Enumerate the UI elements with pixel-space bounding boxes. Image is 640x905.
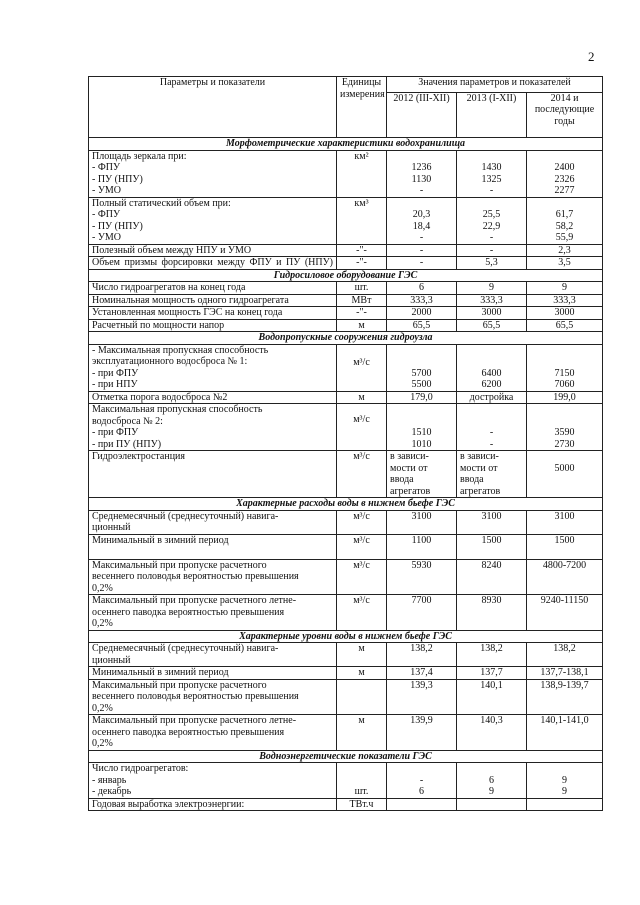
row-value-2013: 1430 1325 - <box>457 150 527 197</box>
row-value-2014: 138,9-139,7 <box>527 679 603 715</box>
row-value-2012: 6 <box>387 282 457 295</box>
header-params: Параметры и показатели <box>89 77 337 138</box>
row-label: Гидроэлектростанция <box>89 451 337 498</box>
section-title-equipment: Гидросиловое оборудование ГЭС <box>89 269 603 282</box>
row-unit: -"- <box>337 257 387 270</box>
row-unit: м³/с <box>337 534 387 559</box>
row-value-2013: 140,1 <box>457 679 527 715</box>
row-value-2014: 9 <box>527 282 603 295</box>
row-label: Максимальный при пропуске расчетного летне- осеннего паводка вероятностью превышения 0,2% <box>89 595 337 631</box>
row-value-2012: 139,3 <box>387 679 457 715</box>
section-heading <box>89 498 603 511</box>
section-heading <box>89 630 603 643</box>
table-row-prism-volume <box>89 257 603 270</box>
row-value-2014: 3,5 <box>527 257 603 270</box>
row-unit: м³/с <box>337 451 387 498</box>
row-label: Расчетный по мощности напор <box>89 319 337 332</box>
row-value-2014: 3100 <box>527 510 603 534</box>
row-value-2013: 3100 <box>457 510 527 534</box>
row-value-2014: 61,7 58,2 55,9 <box>527 197 603 244</box>
row-value-2014: 9 9 <box>527 763 603 799</box>
row-unit: м³/с <box>337 595 387 631</box>
row-value-2013: достройка <box>457 391 527 404</box>
row-value-2014: 1500 <box>527 534 603 559</box>
table-row <box>89 282 603 295</box>
row-value-2014: 2400 2326 2277 <box>527 150 603 197</box>
row-value-2012: 65,5 <box>387 319 457 332</box>
row-unit: ТВт.ч <box>337 798 387 811</box>
row-unit: м <box>337 667 387 680</box>
header-2013: 2013 (I-XII) <box>457 92 527 137</box>
row-value-2012: 5930 <box>387 559 457 595</box>
row-value-2014: 65,5 <box>527 319 603 332</box>
row-value-2012: 137,4 <box>387 667 457 680</box>
table-row-sill-level <box>89 391 603 404</box>
table-row <box>89 667 603 680</box>
table-row <box>89 534 603 559</box>
row-unit: м <box>337 715 387 751</box>
row-value-2013 <box>457 798 527 811</box>
row-unit: -"- <box>337 244 387 257</box>
row-label: Объем призмы форсировки между ФПУ и ПУ (НПУ) <box>89 257 337 270</box>
row-value-2014: 7150 7060 <box>527 344 603 391</box>
row-value-2013: 138,2 <box>457 643 527 667</box>
row-label: Максимальный при пропуске расчетного весеннего половодья вероятностью превышения 0,2% <box>89 559 337 595</box>
header-units: Единицы измерения <box>337 77 387 138</box>
table-row-units-count <box>89 763 603 799</box>
table-header-row <box>89 77 603 93</box>
table-row <box>89 559 603 595</box>
row-label: Среднемесячный (среднесуточный) навига- ционный <box>89 643 337 667</box>
row-label: Максимальный при пропуске расчетного весеннего половодья вероятностью превышения 0,2% <box>89 679 337 715</box>
table-row-volume <box>89 197 603 244</box>
page-number: 2 <box>588 49 595 64</box>
row-unit: км³ <box>337 197 387 244</box>
row-value-2012 <box>387 798 457 811</box>
table-row-annual-output <box>89 798 603 811</box>
row-value-2013: 140,3 <box>457 715 527 751</box>
row-value-2014: 3000 <box>527 307 603 320</box>
row-value-2012: 333,3 <box>387 294 457 307</box>
row-label: Номинальная мощность одного гидроагрегата <box>89 294 337 307</box>
row-label: Полезный объем между НПУ и УМО <box>89 244 337 257</box>
table-row-useful-volume <box>89 244 603 257</box>
table-row-hpp <box>89 451 603 498</box>
row-unit: шт. <box>337 282 387 295</box>
row-value-2012: 3100 <box>387 510 457 534</box>
row-value-2013: - - <box>457 404 527 451</box>
section-title-discharges: Характерные расходы воды в нижнем бьефе ГЭС <box>89 498 603 511</box>
row-label: Число гидроагрегатов: - январь - декабрь <box>89 763 337 799</box>
row-value-2014: 199,0 <box>527 391 603 404</box>
row-value-2014: 4800-7200 <box>527 559 603 595</box>
row-unit: шт. <box>337 763 387 799</box>
section-heading <box>89 332 603 345</box>
row-unit <box>337 679 387 715</box>
row-value-2013: - <box>457 244 527 257</box>
row-value-2012: в зависи- мости от ввода агрегатов <box>387 451 457 498</box>
table-row-spillway-1 <box>89 344 603 391</box>
row-unit: м <box>337 643 387 667</box>
row-value-2013: 6 9 <box>457 763 527 799</box>
table-row <box>89 510 603 534</box>
table-row <box>89 307 603 320</box>
header-values: Значения параметров и показателей <box>387 77 603 93</box>
row-value-2014: 5000 <box>527 451 603 498</box>
row-unit: м³/с <box>337 344 387 391</box>
table-row <box>89 679 603 715</box>
row-label: Отметка порога водосброса №2 <box>89 391 337 404</box>
table-row-area <box>89 150 603 197</box>
row-label: Площадь зеркала при: - ФПУ - ПУ (НПУ) - УМО <box>89 150 337 197</box>
row-value-2014: 333,3 <box>527 294 603 307</box>
row-unit: м³/с <box>337 510 387 534</box>
row-unit: м <box>337 391 387 404</box>
row-value-2014: 140,1-141,0 <box>527 715 603 751</box>
row-value-2013: 8240 <box>457 559 527 595</box>
row-value-2013: 65,5 <box>457 319 527 332</box>
section-title-morphometric: Морфометрические характеристики водохранилища <box>89 138 603 151</box>
row-value-2012: 1100 <box>387 534 457 559</box>
row-label: Максимальная пропускная способность водосброса № 2: - при ФПУ - при ПУ (НПУ) <box>89 404 337 451</box>
row-value-2014 <box>527 798 603 811</box>
row-label: Годовая выработка электроэнергии: <box>89 798 337 811</box>
row-value-2013: 6400 6200 <box>457 344 527 391</box>
table-row <box>89 595 603 631</box>
section-heading <box>89 138 603 151</box>
row-value-2014: 137,7-138,1 <box>527 667 603 680</box>
row-label: Среднемесячный (среднесуточный) навига- ционный <box>89 510 337 534</box>
row-unit: -"- <box>337 307 387 320</box>
header-2014: 2014 и последующие годы <box>527 92 603 137</box>
table-row <box>89 294 603 307</box>
row-value-2014: 9240-11150 <box>527 595 603 631</box>
row-unit: МВт <box>337 294 387 307</box>
row-value-2012: 2000 <box>387 307 457 320</box>
row-value-2013: 3000 <box>457 307 527 320</box>
row-value-2012: 139,9 <box>387 715 457 751</box>
row-value-2013: 8930 <box>457 595 527 631</box>
row-value-2012: 1236 1130 - <box>387 150 457 197</box>
section-title-energy: Водноэнергетические показатели ГЭС <box>89 750 603 763</box>
row-value-2013: 25,5 22,9 - <box>457 197 527 244</box>
row-value-2012: 5700 5500 <box>387 344 457 391</box>
row-value-2013: в зависи- мости от ввода агрегатов <box>457 451 527 498</box>
section-heading <box>89 269 603 282</box>
row-unit: м <box>337 319 387 332</box>
row-value-2013: 137,7 <box>457 667 527 680</box>
row-value-2014: 3590 2730 <box>527 404 603 451</box>
header-2012: 2012 (III-XII) <box>387 92 457 137</box>
table-row-spillway-2 <box>89 404 603 451</box>
table-row <box>89 715 603 751</box>
row-label: Установленная мощность ГЭС на конец года <box>89 307 337 320</box>
row-value-2012: 20,3 18,4 - <box>387 197 457 244</box>
row-value-2012: 1510 1010 <box>387 404 457 451</box>
row-value-2013: 333,3 <box>457 294 527 307</box>
row-value-2014: 138,2 <box>527 643 603 667</box>
row-label: Полный статический объем при: - ФПУ - ПУ (НПУ) - УМО <box>89 197 337 244</box>
row-label: Минимальный в зимний период <box>89 534 337 559</box>
table-row <box>89 319 603 332</box>
row-label: - Максимальная пропускная способность эксплуатационного водосброса № 1: - при ФПУ - при НПУ <box>89 344 337 391</box>
row-label: Минимальный в зимний период <box>89 667 337 680</box>
row-label: Максимальный при пропуске расчетного летне- осеннего паводка вероятностью превышения 0,2% <box>89 715 337 751</box>
table-row <box>89 643 603 667</box>
row-value-2012: 138,2 <box>387 643 457 667</box>
row-value-2013: 1500 <box>457 534 527 559</box>
row-value-2012: - <box>387 257 457 270</box>
row-value-2012: 179,0 <box>387 391 457 404</box>
row-unit: км² <box>337 150 387 197</box>
row-value-2012: 7700 <box>387 595 457 631</box>
row-value-2014: 2,3 <box>527 244 603 257</box>
section-title-spillways: Водопропускные сооружения гидроузла <box>89 332 603 345</box>
row-value-2012: - <box>387 244 457 257</box>
row-value-2013: 5,3 <box>457 257 527 270</box>
row-label: Число гидроагрегатов на конец года <box>89 282 337 295</box>
row-unit: м³/с <box>337 559 387 595</box>
section-heading <box>89 750 603 763</box>
row-value-2013: 9 <box>457 282 527 295</box>
parameters-table <box>88 76 603 811</box>
row-value-2012: - 6 <box>387 763 457 799</box>
row-unit: м³/с <box>337 404 387 451</box>
section-title-levels: Характерные уровни воды в нижнем бьефе ГЭС <box>89 630 603 643</box>
